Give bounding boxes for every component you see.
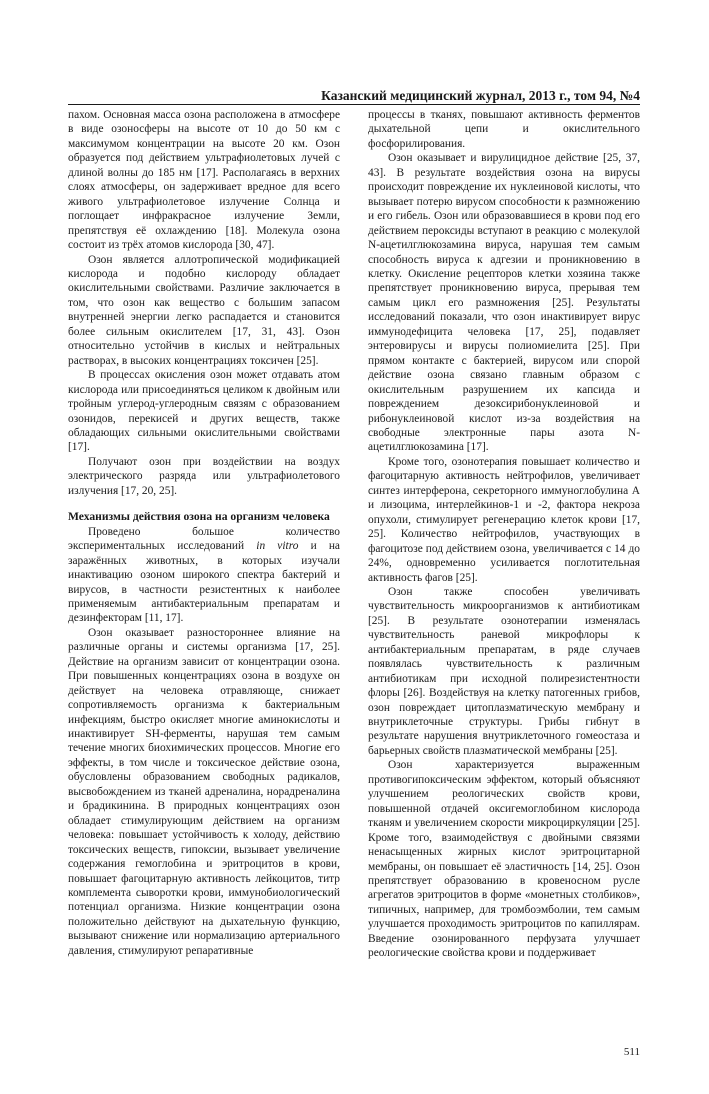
italic-term: in vitro (256, 540, 299, 553)
paragraph: Озон оказывает разностороннее влияние на различные органы и системы организма [17, 25]. Действие на организм зависит от концентрации озона. При повышенных концентрациях озона в воздухе он действует на человека отравляюще, снижает сопротивляемость организма к бактериальным инфекциям, быстро окисляет многие аминокислоты и инактивирует SH-ферменты, нарушая тем самым течение многих биохимических процессов. Многие его эффекты, в том числе и токсическое действие озона, обусловлены образованием свободных радикалов, высвобождением из тканей адреналина, норадреналина и брадикинина. В природных концентрациях озон обладает стимулирующим действием на организм человека: повышает устойчивость к холоду, действию токсических веществ, гипоксии, вызывает увеличение содержания гемоглобина и эритроцитов в крови, повышает фагоцитарную активность лейкоцитов, титр комплемента сыворотки крови, иммунобиологический потенциал организма. Низкие концентрации озона положительно действуют на дыхательную функцию, вызывают снижение или нормализацию артериального давления, стимулируют репаративные (68, 626, 340, 957)
paragraph: пахом. Основная масса озона расположена в атмосфере в виде озоносферы на высоте от 10 до 50 км с максимумом концентрации на высоте 20 км. Озон образуется под действием ультрафиолетовых лучей с длиной волны до 185 нм [17]. Располагаясь в верхних слоях атмосферы, он задерживает вредное для всего живого ультрафиолетовое излучение Солнца и поглощает инфракрасное излучение Земли, препятствуя её охлаждению [18]. Молекула озона состоит из трёх атомов кислорода [30, 47]. (68, 109, 340, 252)
paragraph-text: Проведено большое количество экспериментальных исследований (68, 525, 340, 553)
paragraph: В процессах окисления озон может отдавать атом кислорода или присоединяться целиком к двойным или тройным углерод-углеродным связям с образованием озонидов, перекисей и других веществ, также обладающих сильными окислительными свойствами [17]. (68, 369, 340, 454)
paragraph (68, 525, 340, 626)
paragraph: Кроме того, озонотерапия повышает количество и фагоцитарную активность нейтрофилов, увеличивает синтез интерферона, секреторного иммуноглобулина А и лизоцима, интерлейкинов-1 и -2, фактора некроза опухоли, стимулирует регенерацию клеток крови [17, 25]. Количество нейтрофилов, участвующих в фагоцитозе под действием озона, увеличивается с 14 до 24%, одновременно усиливается поглотительная активность фагов [25]. (368, 455, 640, 584)
right-column (368, 108, 640, 961)
left-column (68, 108, 340, 958)
paragraph-text: и на заражённых животных, в которых изучали инактивацию озоном широкого спектра бактерий и вирусов, в частности резистентных к наиболее применяемым антибактериальным препаратам и дезинфекторам [11, 17]. (68, 540, 340, 625)
paragraph: Получают озон при воздействии на воздух электрического разряда или ультрафиолетового излучения [17, 20, 25]. (68, 455, 340, 497)
paragraph: Озон оказывает и вирулицидное действие [25, 37, 43]. В результате воздействия озона на вирусы происходит повреждение их нуклеиновой кислоты, что вызывает потерю вирусом способности к размножению и его гибель. Озон или образовавшиеся в крови под его действием пероксиды вступают в реакцию с молекулой N-ацетилглюкозамина вируса, нарушая тем самым способность вируса к адгезии и проникновению в клетку. Окисление рецепторов клетки хозяина также препятствует проникновению вируса, прерывая тем самым цикл его размножения [25]. Результаты исследований показали, что озон инактивирует вирус иммунодефицита человека [17, 25], подавляет энтеровирусы и вирусы полиомиелита [25]. При прямом контакте с бактерией, вирусом или спорой действие озона связано главным образом с окислительным разрушением их капсида и повреждением дезоксирибонуклеиновой и рибонуклеиновой кислот из-за воздействия на свободные электронные пары азота N-ацетилглюкозамина [17]. (368, 152, 640, 454)
paragraph: Озон также способен увеличивать чувствительность микроорганизмов к антибиотикам [25]. В результате озонотерапии изменялась чувствительность раневой микрофлоры к антибактериальным препаратам, в ряде случаев появлялась чувствительность к различным антибиотикам при исходной полирезистентности флоры [26]. Воздействуя на клетку патогенных грибов, озон повреждает цитоплазматическую мембрану и внутриклеточные структуры. Грибы гибнут в результате нарушения внутриклеточного гомеостаза и барьерных свойств плазматической мембраны [25]. (368, 585, 640, 757)
header-rule (68, 104, 640, 105)
paragraph: процессы в тканях, повышают активность ферментов дыхательной цепи и окислительного фосфорилирования. (368, 109, 640, 150)
section-heading: Механизмы действия озона на организм человека (68, 510, 330, 524)
paragraph: Озон является аллотропической модификацией кислорода и подобно кислороду обладает окислительными свойствами. Различие заключается в том, что озон как вещество с большим запасом внутренней энергии легко распадается и становится более сильным окислителем [17, 31, 43]. Озон относительно устойчив в кислых и нейтральных растворах, в высоких концентрациях токсичен [25]. (68, 253, 340, 367)
page-number: 511 (623, 1046, 640, 1058)
running-header: Казанский медицинский журнал, 2013 г., том 94, №4 (321, 88, 640, 103)
paragraph: Озон характеризуется выраженным противогипоксическим эффектом, который объясняют улучшением реологических свойств крови, повышенной отдачей оксигемоглобином кислорода тканям и увеличением скорости микроциркуляции [25]. Кроме того, взаимодействуя с двойными связями ненасыщенных жирных кислот эритроцитарной мембраны, он повышает её эластичность [14, 25]. Озон препятствует образованию в кровеносном русле агрегатов эритроцитов в форме «монетных столбиков», типичных, например, для тромбоэмболии, тем самым улучшается проходимость эритроцитов по капиллярам. Введение озонированного перфузата улучшает реологические свойства крови и поддерживает (368, 759, 640, 960)
